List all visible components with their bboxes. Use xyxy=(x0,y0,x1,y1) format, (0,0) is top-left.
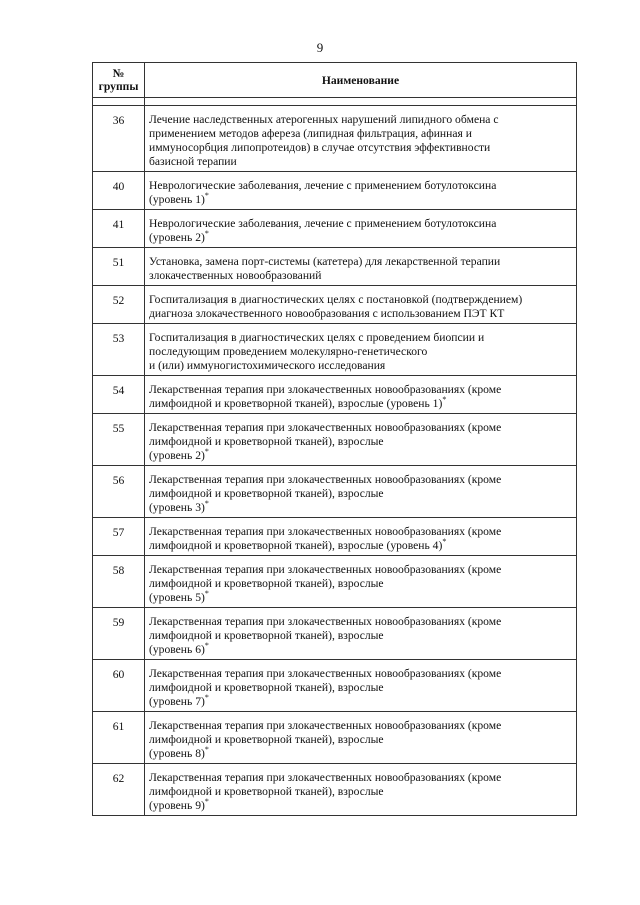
footnote-mark: * xyxy=(204,229,209,239)
group-name-text: иммуносорбция липопротеидов) в случае отсутствия эффективности xyxy=(149,141,491,154)
group-name xyxy=(145,324,577,376)
footnote-mark: * xyxy=(204,745,209,755)
group-name-text: лимфоидной и кроветворной тканей), взрослые xyxy=(149,733,384,746)
group-name-line xyxy=(149,449,572,463)
group-name-text: Лечение наследственных атерогенных нарушений липидного обмена с xyxy=(149,113,499,126)
page-number: 9 xyxy=(316,40,324,55)
table-row xyxy=(93,660,577,712)
group-name-line xyxy=(149,799,572,813)
group-name-line xyxy=(149,577,572,591)
group-name-text: (уровень 5) xyxy=(149,591,205,604)
group-number: 54 xyxy=(93,376,145,414)
group-name-line xyxy=(149,359,572,373)
footnote-mark: * xyxy=(204,693,209,703)
footnote-mark: * xyxy=(204,797,209,807)
table-header-row xyxy=(93,63,577,98)
group-name-text: Неврологические заболевания, лечение с применением ботулотоксина xyxy=(149,179,497,192)
table-row xyxy=(93,106,577,172)
group-name xyxy=(145,660,577,712)
group-name-line xyxy=(149,733,572,747)
group-number: 53 xyxy=(93,324,145,376)
group-name-line xyxy=(149,331,572,345)
group-name-text: Лекарственная терапия при злокачественных новообразованиях (кроме xyxy=(149,771,502,784)
footnote-mark: * xyxy=(204,191,209,201)
group-name xyxy=(145,106,577,172)
group-name-line xyxy=(149,695,572,709)
group-name xyxy=(145,608,577,660)
group-name-text: Госпитализация в диагностических целях с постановкой (подтверждением) xyxy=(149,293,523,306)
group-number: 41 xyxy=(93,210,145,248)
group-name-line xyxy=(149,681,572,695)
group-name-text: (уровень 2) xyxy=(149,449,205,462)
table-row xyxy=(93,414,577,466)
column-header-number-symbol: № xyxy=(112,67,125,80)
footnote-mark: * xyxy=(204,589,209,599)
footnote-mark: * xyxy=(204,499,209,509)
group-name-line xyxy=(149,785,572,799)
footnote-mark: * xyxy=(442,537,447,547)
group-number: 40 xyxy=(93,172,145,210)
table-row xyxy=(93,286,577,324)
group-name-text: лимфоидной и кроветворной тканей), взрослые xyxy=(149,785,384,798)
group-name-line xyxy=(149,179,572,193)
column-header-number xyxy=(93,63,145,98)
footnote-mark: * xyxy=(442,395,447,405)
table-row xyxy=(93,376,577,414)
group-name-text: лимфоидной и кроветворной тканей), взрослые xyxy=(149,487,384,500)
column-header-name: Наименование xyxy=(145,63,577,98)
group-name-line xyxy=(149,525,572,539)
table-row xyxy=(93,608,577,660)
table-row xyxy=(93,712,577,764)
group-name-text: (уровень 1) xyxy=(149,193,205,206)
table-row xyxy=(93,518,577,556)
group-name-text: Лекарственная терапия при злокачественных новообразованиях (кроме xyxy=(149,615,502,628)
group-name-text: (уровень 9) xyxy=(149,799,205,812)
group-name-text: Установка, замена порт-системы (катетера) для лекарственной терапии xyxy=(149,255,501,268)
footnote-mark: * xyxy=(204,447,209,457)
group-name-line xyxy=(149,217,572,231)
group-name-text: Лекарственная терапия при злокачественных новообразованиях (кроме xyxy=(149,525,502,538)
group-number: 57 xyxy=(93,518,145,556)
group-name xyxy=(145,248,577,286)
group-number: 51 xyxy=(93,248,145,286)
group-number: 59 xyxy=(93,608,145,660)
group-number: 62 xyxy=(93,764,145,816)
table-row xyxy=(93,764,577,816)
group-name-line xyxy=(149,539,572,553)
group-name-text: Лекарственная терапия при злокачественных новообразованиях (кроме xyxy=(149,421,502,434)
group-name xyxy=(145,414,577,466)
group-name xyxy=(145,518,577,556)
group-number: 60 xyxy=(93,660,145,712)
group-name xyxy=(145,172,577,210)
group-number: 36 xyxy=(93,106,145,172)
group-name-text: лимфоидной и кроветворной тканей), взрослые xyxy=(149,629,384,642)
group-number: 56 xyxy=(93,466,145,518)
group-name-line xyxy=(149,435,572,449)
group-number: 58 xyxy=(93,556,145,608)
group-name-line xyxy=(149,193,572,207)
group-name-text: лимфоидной и кроветворной тканей), взрослые xyxy=(149,577,384,590)
group-name-line xyxy=(149,615,572,629)
table-row xyxy=(93,210,577,248)
group-name-text: диагноза злокачественного новообразования с использованием ПЭТ КТ xyxy=(149,307,505,320)
footnote-mark: * xyxy=(204,641,209,651)
group-name-line xyxy=(149,487,572,501)
table-row xyxy=(93,324,577,376)
groups-table xyxy=(92,62,577,816)
group-name xyxy=(145,712,577,764)
group-name xyxy=(145,376,577,414)
group-number: 55 xyxy=(93,414,145,466)
group-name-text: Лекарственная терапия при злокачественных новообразованиях (кроме xyxy=(149,473,502,486)
group-name-line xyxy=(149,473,572,487)
group-name-line xyxy=(149,307,572,321)
group-name xyxy=(145,764,577,816)
group-name-line xyxy=(149,771,572,785)
table-row xyxy=(93,556,577,608)
group-name-line xyxy=(149,269,572,283)
group-name-line xyxy=(149,747,572,761)
group-name-text: применением методов афереза (липидная фильтрация, афинная и xyxy=(149,127,472,140)
group-name-line xyxy=(149,719,572,733)
group-name-text: лимфоидной и кроветворной тканей), взрослые xyxy=(149,681,384,694)
group-name-line xyxy=(149,255,572,269)
group-name-line xyxy=(149,667,572,681)
group-name-line xyxy=(149,293,572,307)
group-name-text: лимфоидной и кроветворной тканей), взрослые (уровень 4) xyxy=(149,539,443,552)
column-header-number-label: группы xyxy=(98,80,139,93)
group-name-text: Госпитализация в диагностических целях с проведением биопсии и xyxy=(149,331,485,344)
group-name-text: и (или) иммуногистохимического исследования xyxy=(149,359,386,372)
table-row xyxy=(93,466,577,518)
group-name xyxy=(145,556,577,608)
group-name-line xyxy=(149,231,572,245)
group-name-text: (уровень 7) xyxy=(149,695,205,708)
group-name-text: (уровень 6) xyxy=(149,643,205,656)
group-name-line xyxy=(149,127,572,141)
group-name-line xyxy=(149,501,572,515)
group-name-line xyxy=(149,397,572,411)
group-name xyxy=(145,286,577,324)
group-number: 61 xyxy=(93,712,145,764)
group-name-line xyxy=(149,563,572,577)
group-name-line xyxy=(149,591,572,605)
group-name-line xyxy=(149,383,572,397)
group-name-text: Лекарственная терапия при злокачественных новообразованиях (кроме xyxy=(149,667,502,680)
group-name-line xyxy=(149,345,572,359)
group-number: 52 xyxy=(93,286,145,324)
group-name-text: Лекарственная терапия при злокачественных новообразованиях (кроме xyxy=(149,719,502,732)
group-name-text: Лекарственная терапия при злокачественных новообразованиях (кроме xyxy=(149,563,502,576)
table-row xyxy=(93,172,577,210)
group-name-text: лимфоидной и кроветворной тканей), взрослые xyxy=(149,435,384,448)
header-spacer-row xyxy=(93,98,577,106)
group-name-text: злокачественных новообразований xyxy=(149,269,322,282)
group-name-text: Неврологические заболевания, лечение с применением ботулотоксина xyxy=(149,217,497,230)
group-name-text: (уровень 2) xyxy=(149,231,205,244)
group-name-text: базисной терапии xyxy=(149,155,237,168)
group-name-line xyxy=(149,113,572,127)
group-name-line xyxy=(149,421,572,435)
group-name-line xyxy=(149,643,572,657)
group-name xyxy=(145,466,577,518)
group-name-text: (уровень 8) xyxy=(149,747,205,760)
table-row xyxy=(93,248,577,286)
group-name-line xyxy=(149,629,572,643)
group-name-text: Лекарственная терапия при злокачественных новообразованиях (кроме xyxy=(149,383,502,396)
table-body xyxy=(93,106,577,816)
group-name xyxy=(145,210,577,248)
group-name-line xyxy=(149,141,572,155)
group-name-text: последующим проведением молекулярно-генетического xyxy=(149,345,428,358)
group-name-text: (уровень 3) xyxy=(149,501,205,514)
group-name-text: лимфоидной и кроветворной тканей), взрослые (уровень 1) xyxy=(149,397,443,410)
group-name-line xyxy=(149,155,572,169)
